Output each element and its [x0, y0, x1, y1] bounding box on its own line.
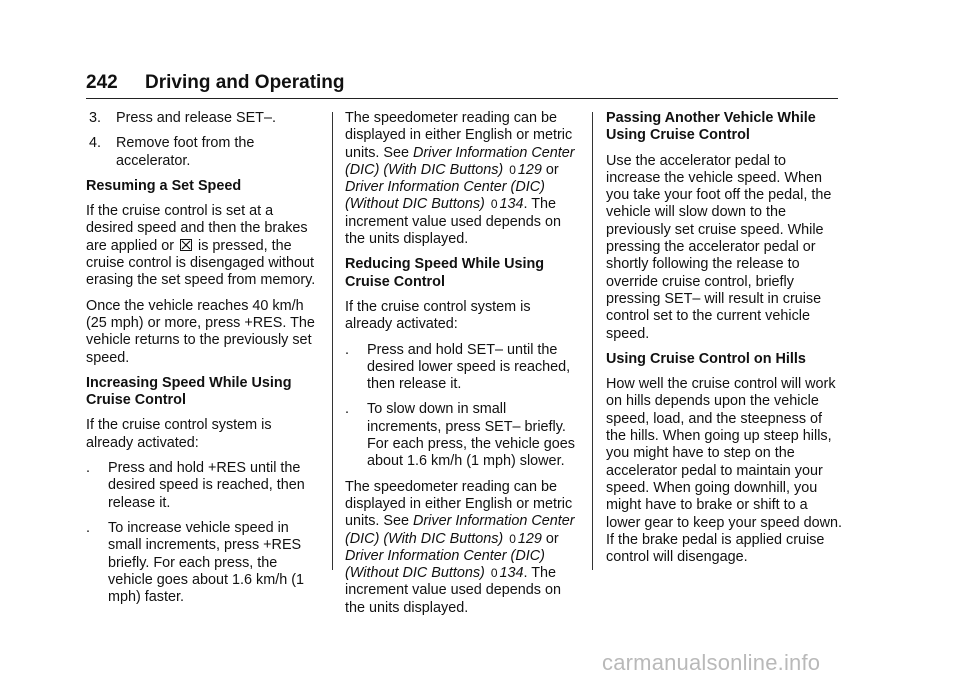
- bullet-marker: .: [86, 519, 90, 536]
- step-item: [86, 135, 322, 170]
- bullet-marker: .: [345, 341, 349, 358]
- column-3: [606, 110, 842, 574]
- bullet-text: To slow down in small increments, press SET– briefly. For each press, the vehicle goes about 1.6 km/h (1 mph) slower.: [367, 401, 575, 470]
- cross-reference-link[interactable]: Driver Information Center (DIC) (With DIC Buttons): [345, 144, 575, 178]
- list-item: [86, 520, 322, 606]
- speedometer-paragraph-1: [345, 110, 581, 248]
- passing-heading: Passing Another Vehicle While Using Cruise Control: [606, 110, 816, 144]
- resume-text-a: If the cruise control is set at a desired speed and then the brakes are applied or: [86, 203, 308, 254]
- list-item: [345, 342, 581, 394]
- increase-heading: Increasing Speed While Using Cruise Control: [86, 374, 292, 409]
- bullet-text: Press and hold SET– until the desired lower speed is reached, then release it.: [367, 341, 571, 393]
- cruise-cancel-icon: [180, 239, 192, 251]
- reduce-intro: If the cruise control system is already activated:: [345, 298, 531, 333]
- list-item: [345, 401, 581, 470]
- passing-paragraph: Use the accelerator pedal to increase the vehicle speed. When you take your foot off the pedal, the vehicle will slow down to the previously set cruise speed. While pressing the accelerator pedal or shortly following the release to override cruise control, briefly pressing SET– will result in cruise control set to the current vehicle speed.: [606, 152, 832, 342]
- para-text: The speedometer reading can be displayed in either English or metric units. See: [345, 478, 573, 530]
- bullet-marker: .: [345, 401, 349, 418]
- resume-heading: Resuming a Set Speed: [86, 177, 242, 194]
- para-text: . The increment value used depends on the units displayed.: [345, 196, 562, 248]
- bullet-marker: .: [86, 460, 90, 477]
- reduce-heading: Reducing Speed While Using Cruise Control: [345, 256, 545, 290]
- column-1: [86, 110, 322, 614]
- page-ref-icon: 0: [509, 531, 516, 546]
- page-ref-icon: 0: [490, 566, 498, 581]
- section-title: Driving and Operating: [145, 72, 345, 93]
- column-2: [345, 110, 581, 625]
- page-ref-number[interactable]: 129: [517, 161, 542, 178]
- resume-paragraph: [86, 203, 322, 289]
- page-ref-number[interactable]: 134: [499, 565, 524, 582]
- increase-intro: If the cruise control system is already activated:: [86, 417, 272, 451]
- page-number: 242: [86, 72, 118, 93]
- para-text: The speedometer reading can be displayed in either English or metric units. See: [345, 110, 573, 161]
- hills-heading: Using Cruise Control on Hills: [606, 350, 806, 367]
- step-number: 3.: [89, 110, 102, 126]
- cross-reference-link[interactable]: Driver Information Center (DIC) (Without DIC Buttons): [345, 547, 545, 582]
- speedometer-paragraph-2: [345, 479, 581, 617]
- bullet-text: To increase vehicle speed in small increments, press +RES briefly. For each press, the vehicle goes about 1.6 km/h (1 mph) faster.: [108, 519, 304, 606]
- list-item: [86, 460, 322, 512]
- step-text: Remove foot from the accelerator.: [116, 135, 255, 169]
- cross-reference-link[interactable]: Driver Information Center (DIC) (With DIC Buttons): [345, 513, 575, 547]
- step-number: 4.: [89, 135, 102, 152]
- column-divider-2: [592, 112, 593, 570]
- page-ref-icon: 0: [490, 197, 498, 212]
- or-text: or: [545, 161, 559, 178]
- cross-reference-link[interactable]: Driver Information Center (DIC) (Without DIC Buttons): [345, 179, 545, 213]
- hills-paragraph: How well the cruise control will work on hills depends upon the vehicle speed, load, and the steepness of the hills. When going up steep hills, you might have to step on the accelerator pedal to maintain your speed. When going downhill, you might have to brake or shift to a lower gear to keep your speed down. If the brake pedal is applied cruise control will disengage.: [606, 376, 842, 566]
- column-divider-1: [332, 112, 333, 570]
- page-ref-number[interactable]: 134: [499, 196, 524, 213]
- watermark-text: carmanualsonline.info: [602, 650, 821, 675]
- page-header: [86, 70, 838, 100]
- resume-text-b: is pressed, the cruise control is disengaged without erasing the set speed from memory.: [86, 237, 316, 289]
- step-text: Press and release SET–.: [116, 110, 276, 126]
- page-ref-icon: 0: [509, 162, 516, 177]
- page-ref-number[interactable]: 129: [517, 530, 542, 547]
- step-item: [86, 110, 322, 127]
- resume-paragraph-2: Once the vehicle reaches 40 km/h (25 mph) or more, press +RES. The vehicle returns to the previously set speed.: [86, 297, 315, 366]
- or-text: or: [545, 530, 559, 547]
- header-divider: [86, 98, 838, 99]
- bullet-text: Press and hold +RES until the desired speed is reached, then release it.: [108, 460, 305, 511]
- para-text: . The increment value used depends on the units displayed.: [345, 565, 562, 616]
